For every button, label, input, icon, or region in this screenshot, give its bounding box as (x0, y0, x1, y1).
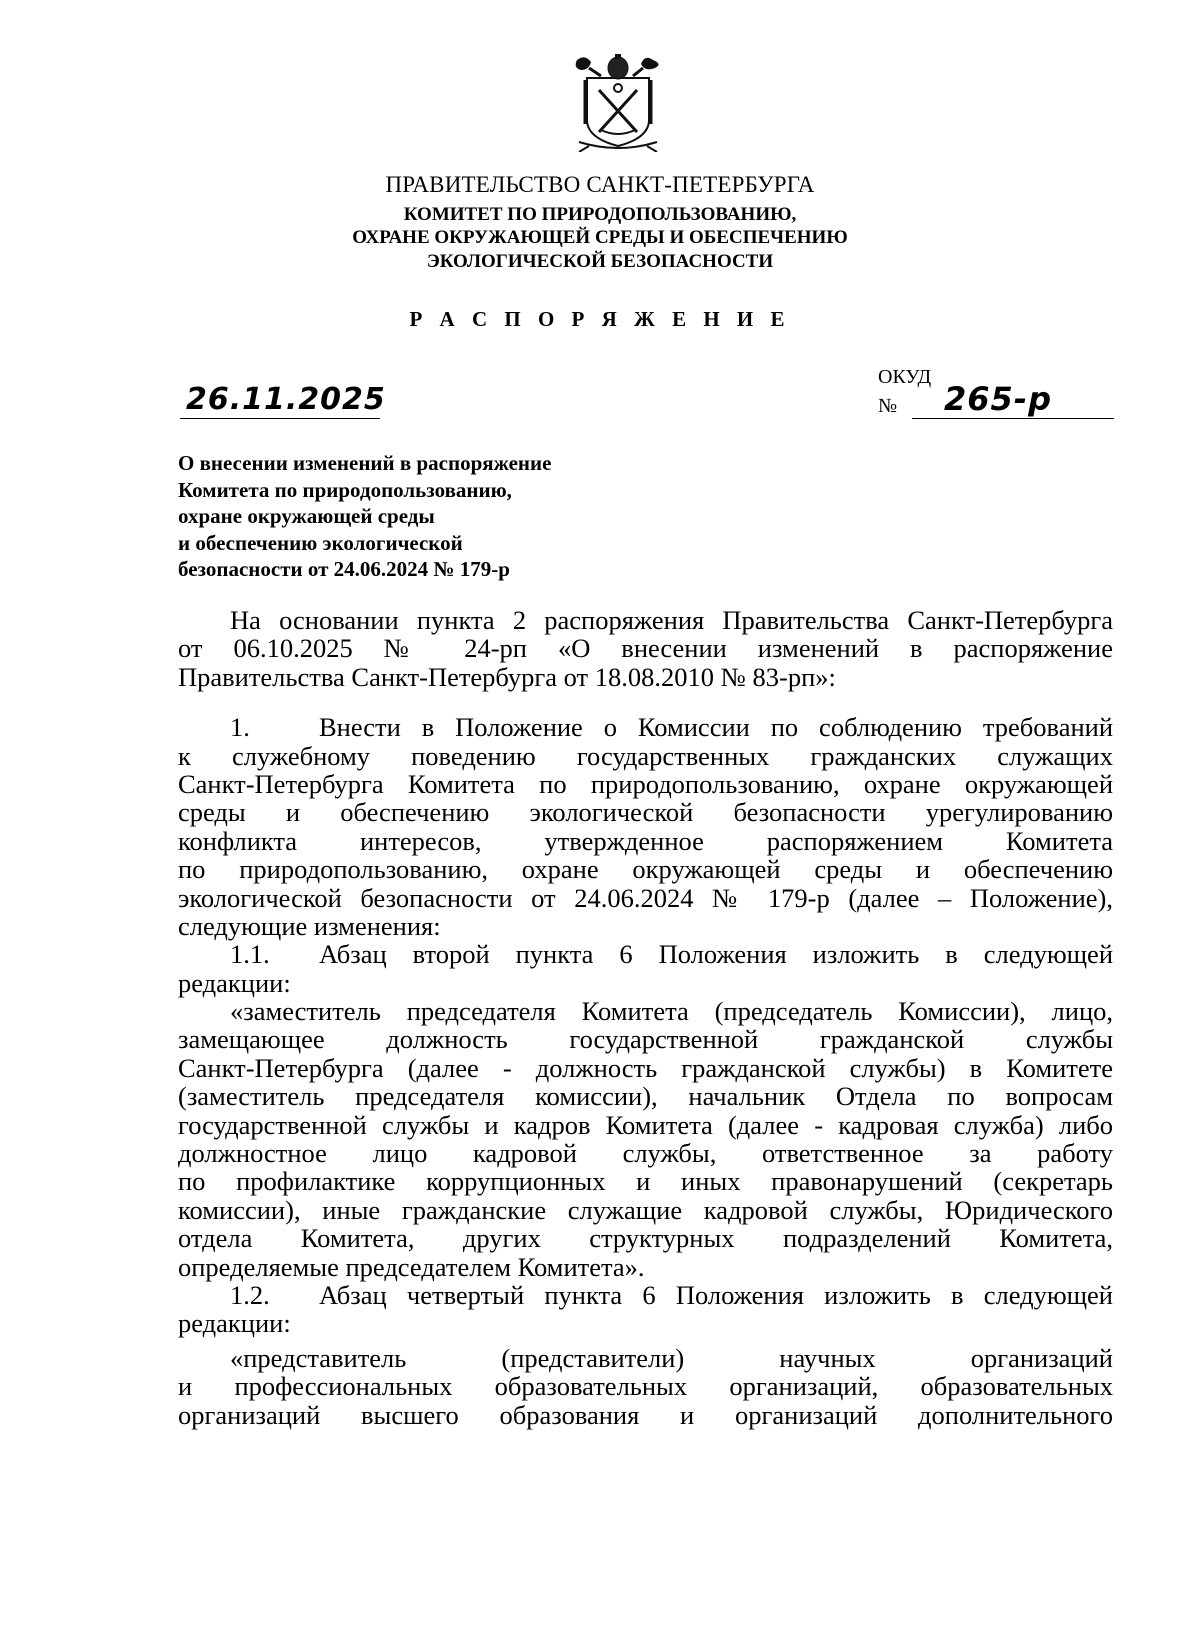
coat-of-arms-emblem (571, 54, 665, 152)
preamble-line: На основании пункта 2 распоряжения Правительства Санкт-Петербурга (230, 605, 1113, 635)
committee-line-1: КОМИТЕТ ПО ПРИРОДОПОЛЬЗОВАНИЮ, (403, 204, 797, 225)
item-1-2-first-line (178, 1281, 1113, 1309)
item-1-line: по природопользованию, охране окружающей среды и обеспечению (178, 854, 1113, 885)
item-1-line: среды и обеспечению экологической безопасности урегулированию (178, 797, 1113, 828)
quote-2-line: организаций высшего образования и организаций дополнительного (178, 1399, 1113, 1430)
quote-1-line: (заместитель председателя комиссии), начальник Отдела по вопросам (178, 1081, 1113, 1112)
date-field (180, 378, 386, 419)
item-number: 1.1. (230, 939, 270, 970)
committee-line-2: ОХРАНЕ ОКРУЖАЮЩЕЙ СРЕДЫ И ОБЕСПЕЧЕНИЮ (352, 227, 848, 248)
quote-2-line: «представитель (представители) научных организаций (230, 1342, 1113, 1373)
item-1-first-line (178, 713, 1113, 741)
quote-1-line: определяемые председателем Комитета». (178, 1251, 645, 1282)
number-field (912, 378, 1114, 419)
committee-line-3: ЭКОЛОГИЧЕСКОЙ БЕЗОПАСНОСТИ (426, 251, 774, 272)
subject-line: Комитета по природопользованию, (178, 477, 512, 502)
government-title: ПРАВИТЕЛЬСТВО САНКТ-ПЕТЕРБУРГА (385, 172, 815, 197)
quote-1-line: «заместитель председателя Комитета (председатель Комиссии), лицо, (230, 996, 1113, 1027)
subject-line: охране окружающей среды (178, 504, 435, 529)
okud-label: ОКУД (878, 366, 932, 388)
quote-2-line: и профессиональных образовательных организаций, образовательных (178, 1371, 1113, 1402)
item-1-1-line: редакции: (178, 967, 291, 998)
item-1-line: следующие изменения: (178, 910, 441, 941)
quote-1-line: государственной службы и кадров Комитета (далее - кадровая служба) либо (178, 1109, 1113, 1140)
item-1-line: Санкт-Петербурга Комитета по природопользованию, охране окружающей (178, 768, 1113, 799)
quote-1-line: Санкт-Петербурга (далее - должность гражданской службы) в Комитете (178, 1052, 1113, 1083)
number-value: 265-р (944, 380, 1052, 418)
item-text: Абзац четвертый пункта 6 Положения изложить в следующей (319, 1279, 1113, 1310)
item-1-2-line: редакции: (178, 1308, 291, 1339)
quote-1-line: замещающее должность государственной гражданской службы (178, 1024, 1113, 1055)
subject-line: безопасности от 24.06.2024 № 179-р (178, 557, 510, 582)
quote-1-line: по профилактике коррупционных и иных правонарушений (секретарь (178, 1166, 1113, 1197)
preamble-line: Правительства Санкт-Петербурга от 18.08.2010 № 83-рп»: (178, 661, 836, 692)
quote-1-line: должностное лицо кадровой службы, ответственное за работу (178, 1138, 1113, 1169)
subject-heading (178, 450, 551, 583)
item-1-line: конфликта интересов, утвержденное распоряжением Комитета (178, 825, 1113, 856)
number-sign: № (878, 395, 898, 417)
document-type-title: Р А С П О Р Я Ж Е Н И Е (409, 307, 791, 331)
preamble-line: от 06.10.2025 № 24-рп «О внесении изменений в распоряжение (178, 633, 1113, 664)
item-1-line: экологической безопасности от 24.06.2024 № 179-р (далее – Положение), (178, 882, 1113, 913)
item-number: 1.2. (230, 1279, 270, 1310)
item-1-line: к служебному поведению государственных гражданских служащих (178, 740, 1113, 771)
document-body (178, 606, 1113, 1429)
item-number: 1. (230, 712, 250, 743)
item-1-1-first-line (178, 940, 1113, 968)
subject-line: и обеспечению экологической (178, 530, 463, 555)
quote-1-line: отдела Комитета, других структурных подразделений Комитета, (178, 1223, 1113, 1254)
quote-1-line: комиссии), иные гражданские служащие кадровой службы, Юридического (178, 1194, 1113, 1225)
subject-line: О внесении изменений в распоряжение (178, 451, 552, 475)
item-text: Абзац второй пункта 6 Положения изложить в следующей (319, 939, 1113, 970)
date-value: 26.11.2025 (186, 382, 386, 417)
item-text: Внести в Положение о Комиссии по соблюдению требований (319, 712, 1113, 743)
